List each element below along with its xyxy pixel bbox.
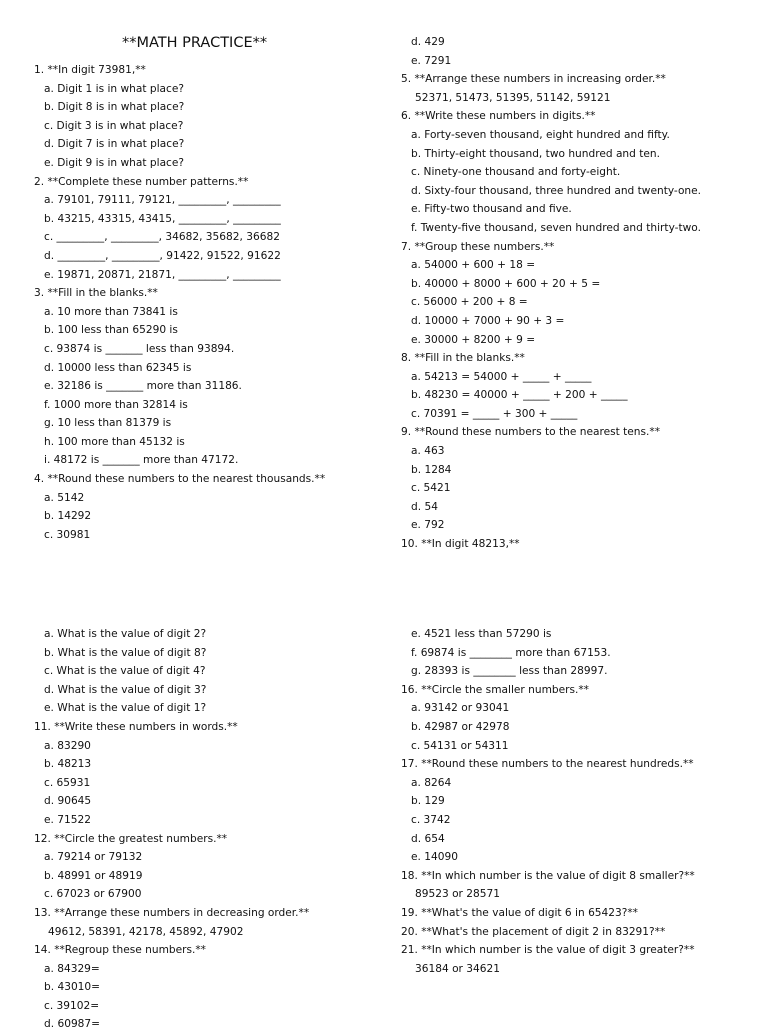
question-heading: 19. **What's the value of digit 6 in 65423?** xyxy=(401,906,638,919)
list-item: h. 100 more than 45132 is xyxy=(44,435,185,448)
list-item: b. 40000 + 8000 + 600 + 20 + 5 = xyxy=(411,277,601,290)
list-item: d. 10000 less than 62345 is xyxy=(44,361,192,374)
list-item: a. 84329= xyxy=(44,962,100,975)
question-heading: 12. **Circle the greatest numbers.** xyxy=(34,832,228,845)
list-item: b. 14292 xyxy=(44,510,92,523)
question-heading: 4. **Round these numbers to the nearest thousands.** xyxy=(34,473,326,486)
list-item: e. Digit 9 is in what place? xyxy=(44,156,185,169)
list-item: a. 54000 + 600 + 18 = xyxy=(411,259,536,272)
list-item: e. 4521 less than 57290 is xyxy=(411,628,552,640)
list-item: e. 792 xyxy=(411,519,445,532)
question-heading: 10. **In digit 48213,** xyxy=(401,538,520,551)
number-list: 36184 or 34621 xyxy=(415,962,500,975)
list-item: e. 7291 xyxy=(411,54,452,67)
list-item: c. _________, _________, 34682, 35682, 36682 xyxy=(44,231,280,244)
list-item: f. Twenty-five thousand, seven hundred and thirty-two. xyxy=(411,221,701,234)
list-item: c. 39102= xyxy=(44,999,100,1012)
list-item: e. Fifty-two thousand and five. xyxy=(411,203,572,216)
question-heading: 16. **Circle the smaller numbers.** xyxy=(401,683,589,696)
number-list: 89523 or 28571 xyxy=(415,888,500,901)
list-item: d. 654 xyxy=(411,832,445,845)
list-item: a. Digit 1 is in what place? xyxy=(44,82,184,95)
list-item: d. What is the value of digit 3? xyxy=(44,683,207,696)
list-item: b. 129 xyxy=(411,795,445,808)
number-list: 52371, 51473, 51395, 51142, 59121 xyxy=(415,91,611,104)
list-item: c. 65931 xyxy=(44,776,91,789)
list-item: e. What is the value of digit 1? xyxy=(44,702,207,715)
question-heading: 8. **Fill in the blanks.** xyxy=(401,352,525,365)
question-heading: 11. **Write these numbers in words.** xyxy=(34,720,238,733)
question-heading: 1. **In digit 73981,** xyxy=(34,64,146,76)
list-item: a. 10 more than 73841 is xyxy=(44,305,178,318)
list-item: d. 60987= xyxy=(44,1018,101,1031)
list-item: c. 30981 xyxy=(44,528,91,541)
list-item: d. _________, _________, 91422, 91522, 91622 xyxy=(44,249,281,262)
list-item: a. 54213 = 54000 + _____ + _____ xyxy=(411,370,592,383)
list-item: e. 19871, 20871, 21871, _________, _________ xyxy=(44,268,281,281)
question-heading: 3. **Fill in the blanks.** xyxy=(34,287,158,300)
list-item: c. 5421 xyxy=(411,482,451,495)
list-item: c. 3742 xyxy=(411,813,451,826)
list-item: a. 83290 xyxy=(44,739,91,752)
list-item: g. 10 less than 81379 is xyxy=(44,417,172,430)
column-left-bottom xyxy=(34,625,374,1034)
column-right-top xyxy=(401,33,761,554)
list-item: b. 43215, 43315, 43415, _________, _________ xyxy=(44,212,281,225)
list-item: e. 30000 + 8200 + 9 = xyxy=(411,333,536,346)
list-item: d. 10000 + 7000 + 90 + 3 = xyxy=(411,314,565,327)
question-heading: 17. **Round these numbers to the nearest hundreds.** xyxy=(401,758,694,771)
list-item: e. 32186 is _______ more than 31186. xyxy=(44,380,242,393)
question-heading: 13. **Arrange these numbers in decreasing order.** xyxy=(34,906,310,919)
number-list: 49612, 58391, 42178, 45892, 47902 xyxy=(48,925,244,938)
list-item: i. 48172 is _______ more than 47172. xyxy=(44,454,239,467)
question-heading: 5. **Arrange these numbers in increasing order.** xyxy=(401,73,666,86)
list-item: b. 48230 = 40000 + _____ + 200 + _____ xyxy=(411,389,628,402)
page-title: **MATH PRACTICE** xyxy=(122,35,268,51)
question-heading: 2. **Complete these number patterns.** xyxy=(34,175,249,188)
list-item: c. 70391 = _____ + 300 + _____ xyxy=(411,407,578,420)
list-item: a. What is the value of digit 2? xyxy=(44,628,207,640)
question-heading: 20. **What's the placement of digit 2 in 83291?** xyxy=(401,925,666,938)
list-item: b. 43010= xyxy=(44,981,101,994)
list-item: c. What is the value of digit 4? xyxy=(44,665,206,678)
list-item: a. 463 xyxy=(411,445,445,458)
list-item: g. 28393 is ________ less than 28997. xyxy=(411,665,608,678)
list-item: c. Digit 3 is in what place? xyxy=(44,119,184,132)
question-heading: 6. **Write these numbers in digits.** xyxy=(401,110,596,123)
list-item: d. Sixty-four thousand, three hundred and twenty-one. xyxy=(411,184,702,197)
list-item: f. 69874 is ________ more than 67153. xyxy=(411,646,611,659)
list-item: d. 90645 xyxy=(44,795,92,808)
list-item: b. 42987 or 42978 xyxy=(411,720,510,733)
list-item: b. What is the value of digit 8? xyxy=(44,646,207,659)
list-item: c. 54131 or 54311 xyxy=(411,739,509,752)
list-item: b. 100 less than 65290 is xyxy=(44,324,178,337)
question-heading: 14. **Regroup these numbers.** xyxy=(34,944,206,957)
list-item: b. 48991 or 48919 xyxy=(44,869,143,882)
column-right-bottom xyxy=(401,625,761,978)
question-heading: 21. **In which number is the value of digit 3 greater?** xyxy=(401,944,695,957)
column-left-top xyxy=(34,61,374,544)
list-item: b. Digit 8 is in what place? xyxy=(44,101,185,114)
list-item: d. Digit 7 is in what place? xyxy=(44,138,185,151)
question-heading: 18. **In which number is the value of digit 8 smaller?** xyxy=(401,869,695,882)
list-item: a. 5142 xyxy=(44,491,85,504)
list-item: d. 429 xyxy=(411,36,445,48)
list-item: b. 48213 xyxy=(44,758,92,771)
list-item: a. 79214 or 79132 xyxy=(44,851,143,864)
list-item: c. 67023 or 67900 xyxy=(44,888,142,901)
list-item: b. Thirty-eight thousand, two hundred and ten. xyxy=(411,147,660,160)
list-item: a. 93142 or 93041 xyxy=(411,702,510,715)
list-item: a. 8264 xyxy=(411,776,452,789)
list-item: e. 14090 xyxy=(411,851,458,864)
list-item: c. 93874 is _______ less than 93894. xyxy=(44,342,235,355)
list-item: b. 1284 xyxy=(411,463,452,476)
list-item: a. 79101, 79111, 79121, _________, _________ xyxy=(44,194,281,207)
question-heading: 9. **Round these numbers to the nearest tens.** xyxy=(401,426,661,439)
list-item: f. 1000 more than 32814 is xyxy=(44,398,188,411)
list-item: c. Ninety-one thousand and forty-eight. xyxy=(411,166,621,179)
question-heading: 7. **Group these numbers.** xyxy=(401,240,555,253)
list-item: e. 71522 xyxy=(44,813,91,826)
list-item: d. 54 xyxy=(411,500,438,513)
list-item: a. Forty-seven thousand, eight hundred and fifty. xyxy=(411,128,670,141)
list-item: c. 56000 + 200 + 8 = xyxy=(411,296,528,309)
